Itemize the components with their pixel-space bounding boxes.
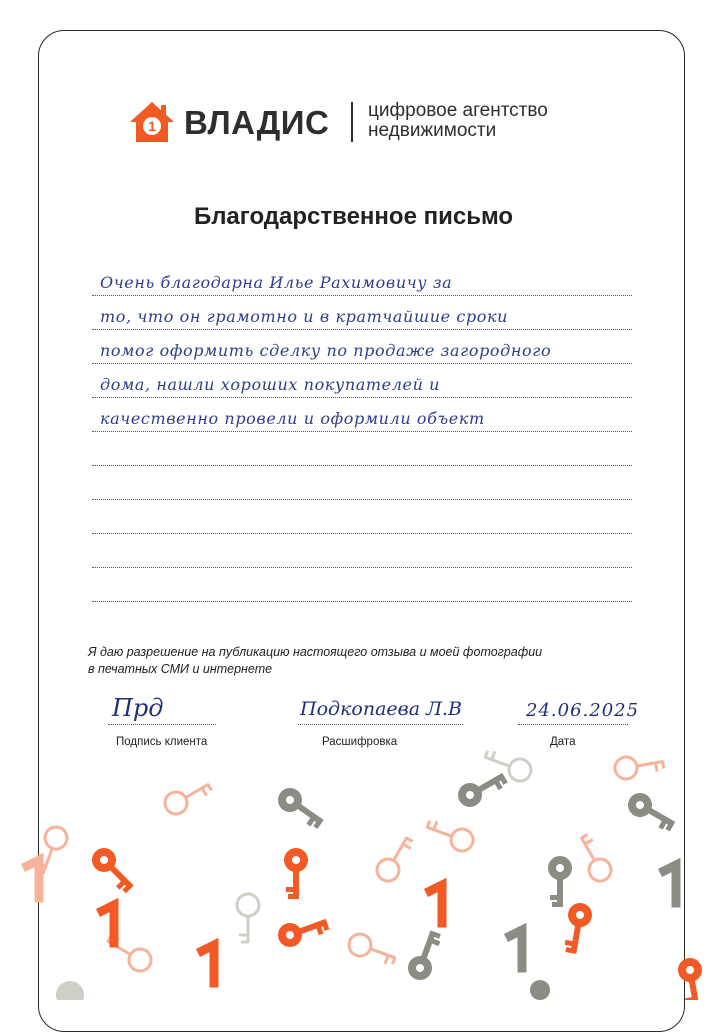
key-icon xyxy=(284,848,308,899)
letter-title: Благодарственное письмо xyxy=(193,203,514,230)
letter-line: качественно провели и оформили объект xyxy=(92,398,632,432)
key-icon xyxy=(561,901,593,955)
decoding-label: Расшифровка xyxy=(322,736,398,748)
key-icon xyxy=(454,765,510,811)
key-icon xyxy=(237,894,259,943)
letter-line: дома, нашли хороших покупателей и xyxy=(92,364,632,398)
publication-consent: Я даю разрешение на публикацию настоящего отзыва и моей фотографии в печатных СМИ и интернете xyxy=(88,645,543,676)
decor-dot xyxy=(56,981,84,1000)
digit-one-shape xyxy=(102,905,114,943)
digit-one-shape xyxy=(664,865,676,903)
brand-tagline: цифровое агентство недвижимости xyxy=(368,100,548,141)
letter-line: то, что он грамотно и в кратчайшие сроки xyxy=(92,296,632,330)
digit-one-shape xyxy=(27,860,39,898)
key-icon xyxy=(87,843,140,896)
client-signature-label: Подпись клиента xyxy=(116,736,208,748)
key-icon xyxy=(624,789,680,835)
digit-one-shape xyxy=(510,930,522,968)
key-icon xyxy=(275,910,331,950)
key-icon xyxy=(423,817,477,854)
key-icon xyxy=(613,751,665,781)
key-icon xyxy=(161,774,214,818)
digit-one-shape xyxy=(202,945,214,983)
key-icon xyxy=(273,783,329,832)
key-icon xyxy=(548,856,572,907)
letter-line: помог оформить сделку по продаже загородного xyxy=(92,330,632,364)
key-icon xyxy=(571,832,615,885)
brand-name: ВЛАДИС xyxy=(184,104,330,141)
svg-text:1: 1 xyxy=(148,118,156,134)
key-icon xyxy=(481,747,535,784)
digit-one-shape xyxy=(430,885,442,923)
client-signature: Прд xyxy=(112,694,164,722)
date-label: Дата xyxy=(550,736,576,748)
date-value: 24.06.2025 xyxy=(526,700,640,721)
decoding-value: Подкопаева Л.В xyxy=(300,698,462,720)
key-icon xyxy=(373,832,417,885)
key-icon xyxy=(346,931,400,968)
letter-line: Очень благодарна Илье Рахимовичу за xyxy=(92,262,632,296)
key-icon xyxy=(676,956,707,1000)
key-icon xyxy=(405,927,445,983)
decor-dot xyxy=(530,980,550,1000)
